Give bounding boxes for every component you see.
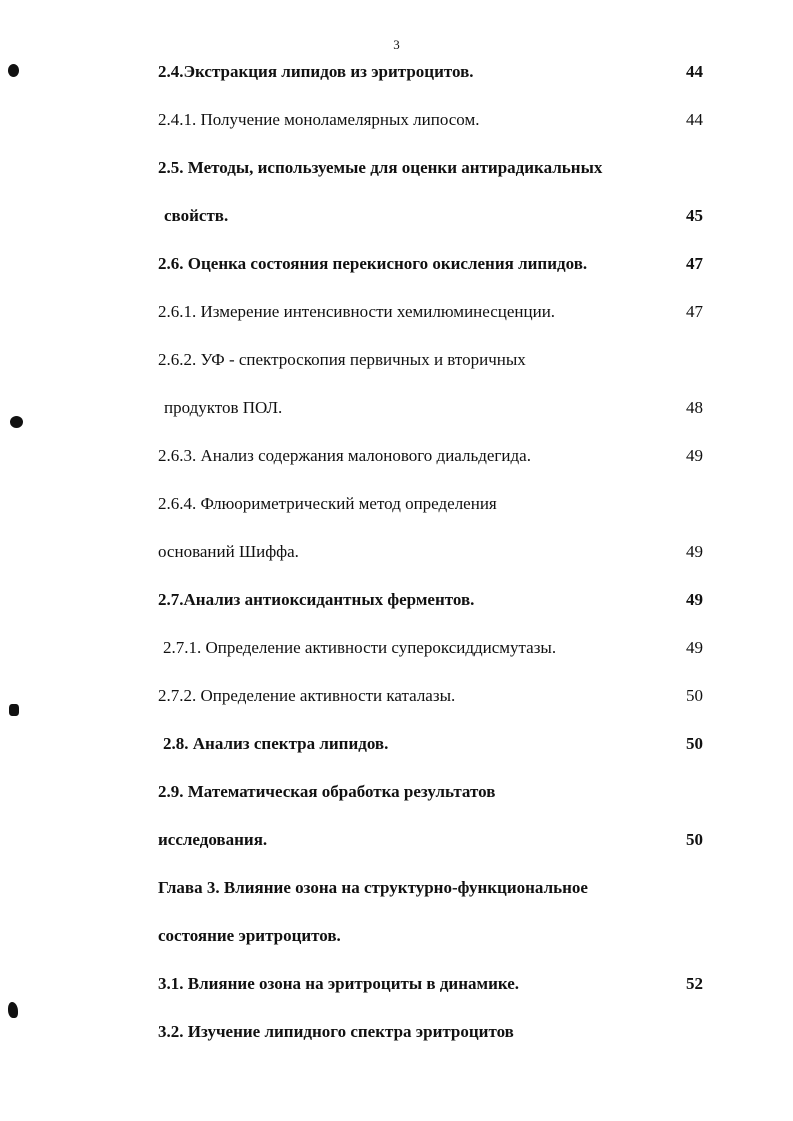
toc-entry-page: 47 xyxy=(686,254,703,273)
toc-entry-title: 2.7.2. Определение активности каталазы. xyxy=(158,686,456,705)
toc-entry-title: Глава 3. Влияние озона на структурно-функциональное xyxy=(158,878,588,897)
toc-entry xyxy=(158,492,703,516)
binder-hole-mark xyxy=(10,416,23,428)
toc-entry-title: оснований Шиффа. xyxy=(158,542,299,561)
toc-entry-title: 2.8. Анализ спектра липидов. xyxy=(163,734,389,753)
binder-hole-mark xyxy=(9,704,19,716)
toc-entry-title: 2.5. Методы, используемые для оценки антирадикальных xyxy=(158,158,603,177)
toc-entry-page: 49 xyxy=(686,638,703,657)
toc-entry-title: 3.1. Влияние озона на эритроциты в динамике. xyxy=(158,974,520,993)
toc-entry-page: 50 xyxy=(686,830,703,849)
toc-entry-page: 50 xyxy=(686,686,703,705)
toc-entry xyxy=(158,348,703,372)
toc-entry-page: 44 xyxy=(686,110,703,129)
toc-entry-title: 2.7.1. Определение активности супероксиддисмутазы. xyxy=(163,638,557,657)
toc-chapter-heading xyxy=(158,924,703,948)
toc-entry xyxy=(158,540,703,564)
toc-entry xyxy=(158,828,703,852)
toc-entry xyxy=(158,444,703,468)
toc-entry-page: 49 xyxy=(686,446,703,465)
toc-entry-title: 2.6.1. Измерение интенсивности хемилюминесценции. xyxy=(158,302,556,321)
toc-entry xyxy=(158,108,703,132)
toc-entry xyxy=(158,588,703,612)
toc-entry xyxy=(158,636,703,660)
toc-entry-title: 3.2. Изучение липидного спектра эритроцитов xyxy=(158,1022,514,1041)
toc-entry-page: 45 xyxy=(686,206,703,225)
toc-entry-title: состояние эритроцитов. xyxy=(158,926,341,945)
toc-entry-page: 44 xyxy=(686,62,703,81)
toc-entry xyxy=(158,60,703,84)
toc-entry xyxy=(158,732,703,756)
toc-entry-title: 2.6.4. Флюориметрический метод определения xyxy=(158,494,497,513)
toc-entry xyxy=(158,972,703,996)
toc-entry-page: 49 xyxy=(686,590,703,609)
toc-entry-title: 2.6.2. УФ - спектроскопия первичных и вторичных xyxy=(158,350,526,369)
toc-entry xyxy=(158,204,703,228)
binder-hole-mark xyxy=(8,1002,18,1018)
toc-entry xyxy=(158,780,703,804)
toc-entry-page: 49 xyxy=(686,542,703,561)
toc-entry-title: 2.6. Оценка состояния перекисного окисления липидов. xyxy=(158,254,588,273)
toc-entry-title: 2.9. Математическая обработка результатов xyxy=(158,782,496,801)
toc-entry xyxy=(158,300,703,324)
toc-entry xyxy=(158,1020,703,1044)
toc-entry-title: свойств. xyxy=(164,206,229,225)
binder-hole-mark xyxy=(8,64,19,77)
toc-entry xyxy=(158,684,703,708)
toc-entry xyxy=(158,396,703,420)
toc-entry-page: 50 xyxy=(686,734,703,753)
toc-entry-title: 2.6.3. Анализ содержания малонового диальдегида. xyxy=(158,446,531,465)
toc-entry xyxy=(158,252,703,276)
toc-entry-title: продуктов ПОЛ. xyxy=(164,398,283,417)
toc-chapter-heading xyxy=(158,876,703,900)
toc-entry-page: 52 xyxy=(686,974,703,993)
toc-entry-title: 2.4.Экстракция липидов из эритроцитов. xyxy=(158,62,474,81)
toc-entry-title: 2.7.Анализ антиоксидантных ферментов. xyxy=(158,590,475,609)
toc-entry-page: 48 xyxy=(686,398,703,417)
toc-entry xyxy=(158,156,703,180)
toc-entry-title: 2.4.1. Получение моноламелярных липосом. xyxy=(158,110,480,129)
page-number: 3 xyxy=(393,37,400,52)
toc-entry-title: исследования. xyxy=(158,830,268,849)
toc-entry-page: 47 xyxy=(686,302,703,321)
